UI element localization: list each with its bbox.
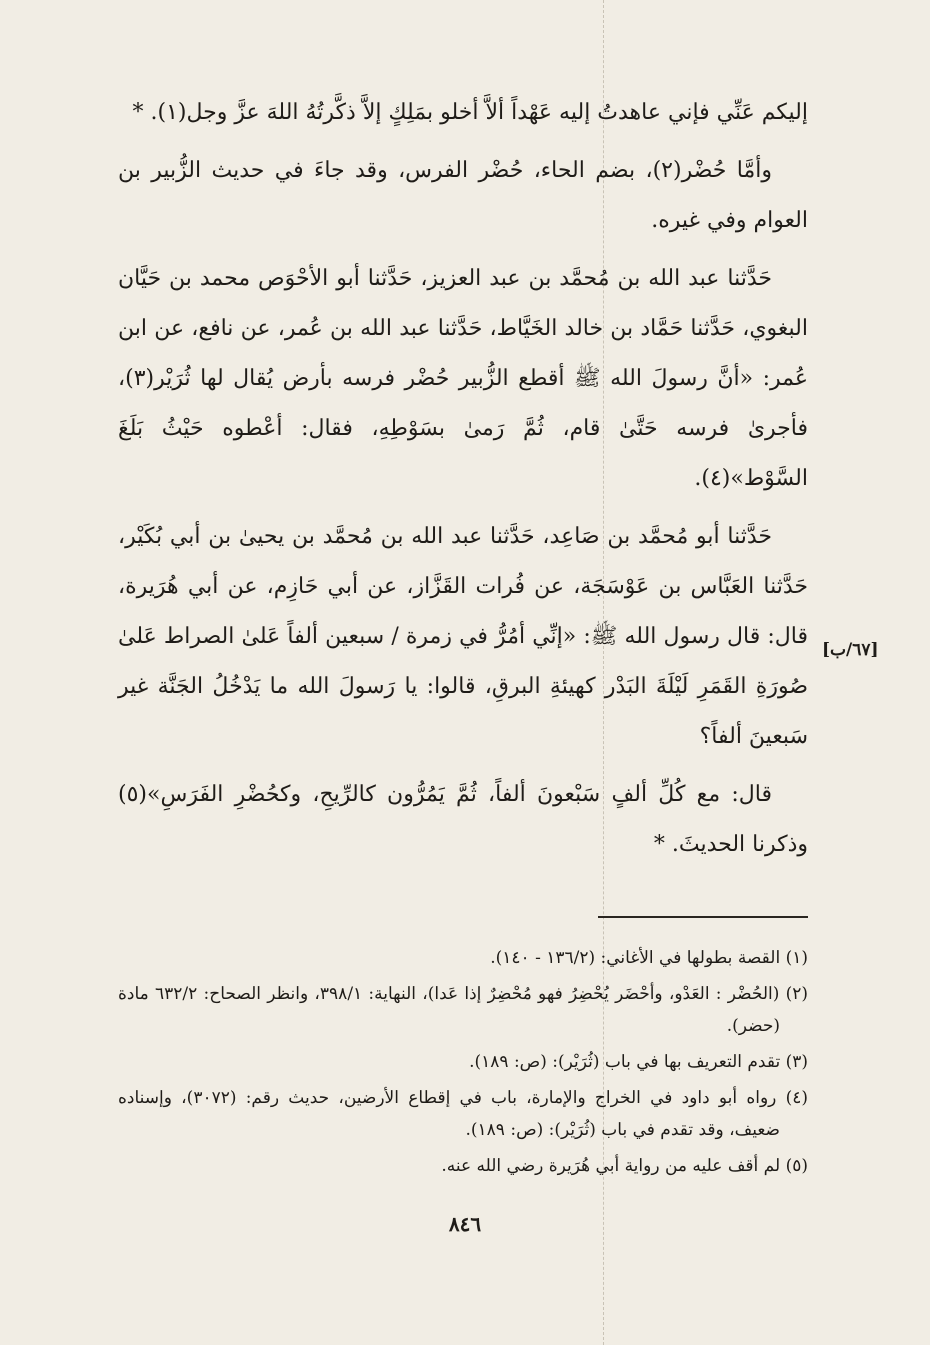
footnote-2: (٢) (الحُضْر : العَدْو، وأحْضَر يُحْضِرُ فهو مُحْضِرٌ إذا عَدا)، النهاية: ٣٩٨/١، وانظر الصحاح: ٦٣٢/٢ مادة (حضر). [118,984,809,1036]
paragraph-3: حَدَّثنا عبد الله بن مُحمَّد بن عبد العزيز، حَدَّثنا أبو الأحْوَص محمد بن حَيَّان البغوي، حَدَّثنا حَمَّاد بن خالد الخَيَّاط، حَدَّثنا عبد الله بن عُمر، عن نافع، عن ابن عُمر: «أنَّ رسولَ الله ﷺ أقطع الزُّبير حُضْر فرسه بأرض يُقال لها ثُرَيْر(٣)، فأجرىٰ فرسه حَتَّىٰ قام، ثُمَّ رَمىٰ بسَوْطِهِ، فقال: أعْطوه حَيْثُ بَلَغَ السَّوْط»(٤). [118,266,808,491]
footnote-separator [598,916,808,918]
footnotes [118,942,808,1186]
footnote-3: (٣) تقدم التعريف بها في باب (ثُرَيْر): (ص: ١٨٩). [469,1052,808,1072]
footnote-1: (١) القصة بطولها في الأغاني: (١٣٦/٢ - ١٤٠). [490,948,808,968]
paragraph-1: إليكم عَنِّي فإني عاهدتُ إليه عَهْداً ألاَّ أخلو بمَلِكٍ إلاَّ ذكَّرتُهُ اللهَ عزَّ وجل(١). * [132,100,808,125]
manuscript-folio-marker: [٦٧/ب] [822,640,879,660]
paragraph-5: قال: مع كُلِّ ألفٍ سَبْعونَ ألفاً، ثُمَّ يَمُرُّون كالرِّيحِ، وكحُضْرِ الفَرَسِ»(٥) وذكرنا الحديثَ. * [118,782,808,857]
footnote-5: (٥) لم أقف عليه من رواية أبي هُرَيرة رضي الله عنه. [441,1156,808,1176]
footnote-4: (٤) رواه أبو داود في الخراج والإمارة، باب في إقطاع الأرضين، حديث رقم: (٣٠٧٢)، وإسناده ضعيف، وقد تقدم في باب (ثُرَيْر): (ص: ١٨٩). [118,1088,808,1140]
page-number: ٨٤٦ [448,1212,482,1236]
main-text [118,88,808,878]
paragraph-2: وأمَّا حُضْر(٢)، بضم الحاء، حُضْر الفرس، وقد جاءَ في حديث الزُّبير بن العوام وفي غيره. [118,158,808,233]
paragraph-4: حَدَّثنا أبو مُحمَّد بن صَاعِد، حَدَّثنا عبد الله بن مُحمَّد بن يحيىٰ بن أبي بُكَيْر، حَدَّثنا العَبَّاس بن عَوْسَجَة، عن فُرات القَزَّاز، عن أبي حَازِم، عن أبي هُرَيرة، قال: قال رسول الله ﷺ: «إنِّي أمُرُّ في زمرة / سبعين ألفاً عَلىٰ الصراط عَلىٰ صُورَةِ القَمَرِ لَيْلَةَ البَدْر كهيئةِ البرقِ، قالوا: يا رَسولَ الله ما يَدْخُلُ الجَنَّة غير سَبعينَ ألفاً؟ [118,524,808,749]
